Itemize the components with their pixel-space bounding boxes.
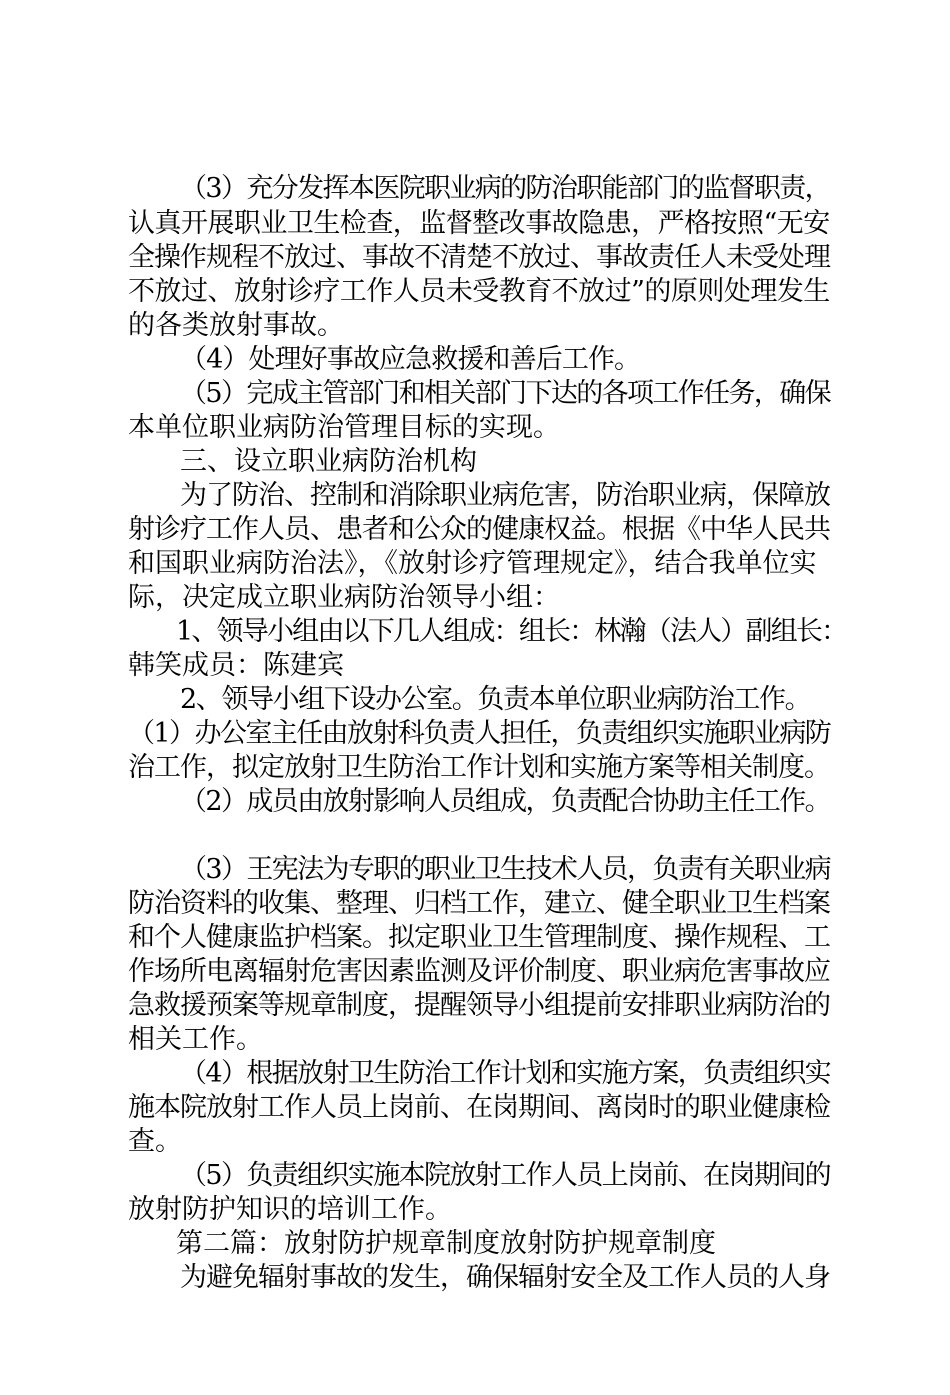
- chapter-heading: 第二篇：放射防护规章制度放射防护规章制度: [176, 1228, 716, 1259]
- paragraph-line: 相关工作。: [128, 1024, 263, 1055]
- paragraph-line: （1）办公室主任由放射科负责人担任，负责组织实施职业病防: [128, 718, 831, 749]
- paragraph-line: 1、领导小组由以下几人组成：组长：林瀚（法人）副组长：: [176, 616, 847, 647]
- paragraph-line: 放射防护知识的培训工作。: [128, 1194, 452, 1225]
- paragraph-line: 不放过、放射诊疗工作人员未受教育不放过”的原则处理发生: [128, 276, 830, 307]
- paragraph-line: （3）充分发挥本医院职业病的防治职能部门的监督职责，: [180, 173, 831, 204]
- paragraph-line: 防治资料的收集、整理、归档工作，建立、健全职业卫生档案: [128, 888, 830, 919]
- paragraph-line: （2）成员由放射影响人员组成，负责配合协助主任工作。: [180, 786, 831, 817]
- paragraph-line: 的各类放射事故。: [128, 310, 344, 341]
- paragraph-line: 和国职业病防治法》，《放射诊疗管理规定》，结合我单位实: [128, 548, 817, 579]
- paragraph-line: 为避免辐射事故的发生，确保辐射安全及工作人员的人身: [180, 1262, 830, 1293]
- paragraph-line: 认真开展职业卫生检查，监督整改事故隐患，严格按照“无安: [128, 208, 830, 239]
- paragraph-line: 全操作规程不放过、事故不清楚不放过、事故责任人未受处理: [128, 242, 830, 273]
- paragraph-line: 射诊疗工作人员、患者和公众的健康权益。根据《中华人民共: [128, 514, 830, 545]
- paragraph-line: 查。: [128, 1126, 182, 1157]
- section-heading: 三、设立职业病防治机构: [180, 446, 477, 477]
- paragraph-line: 为了防治、控制和消除职业病危害，防治职业病，保障放: [180, 480, 830, 511]
- paragraph-line: 韩笑成员：陈建宾: [128, 650, 344, 681]
- paragraph-line: （5）负责组织实施本院放射工作人员上岗前、在岗期间的: [180, 1160, 831, 1191]
- paragraph-line: 本单位职业病防治管理目标的实现。: [128, 412, 560, 443]
- paragraph-line: 和个人健康监护档案。拟定职业卫生管理制度、操作规程、工: [128, 922, 830, 953]
- paragraph-line: 际，决定成立职业病防治领导小组：: [128, 582, 560, 613]
- paragraph-line: 急救援预案等规章制度，提醒领导小组提前安排职业病防治的: [128, 990, 830, 1021]
- paragraph-line: 作场所电离辐射危害因素监测及评价制度、职业病危害事故应: [128, 956, 830, 987]
- paragraph-line: 2、领导小组下设办公室。负责本单位职业病防治工作。: [180, 684, 811, 715]
- paragraph-line: （5）完成主管部门和相关部门下达的各项工作任务，确保: [180, 378, 831, 409]
- paragraph-line: 治工作，拟定放射卫生防治工作计划和实施方案等相关制度。: [128, 752, 830, 783]
- paragraph-line: （3）王宪法为专职的职业卫生技术人员，负责有关职业病: [180, 854, 831, 885]
- paragraph-line: （4）处理好事故应急救援和善后工作。: [180, 344, 641, 375]
- paragraph-line: 施本院放射工作人员上岗前、在岗期间、离岗时的职业健康检: [128, 1092, 830, 1123]
- paragraph-line: （4）根据放射卫生防治工作计划和实施方案，负责组织实: [180, 1058, 831, 1089]
